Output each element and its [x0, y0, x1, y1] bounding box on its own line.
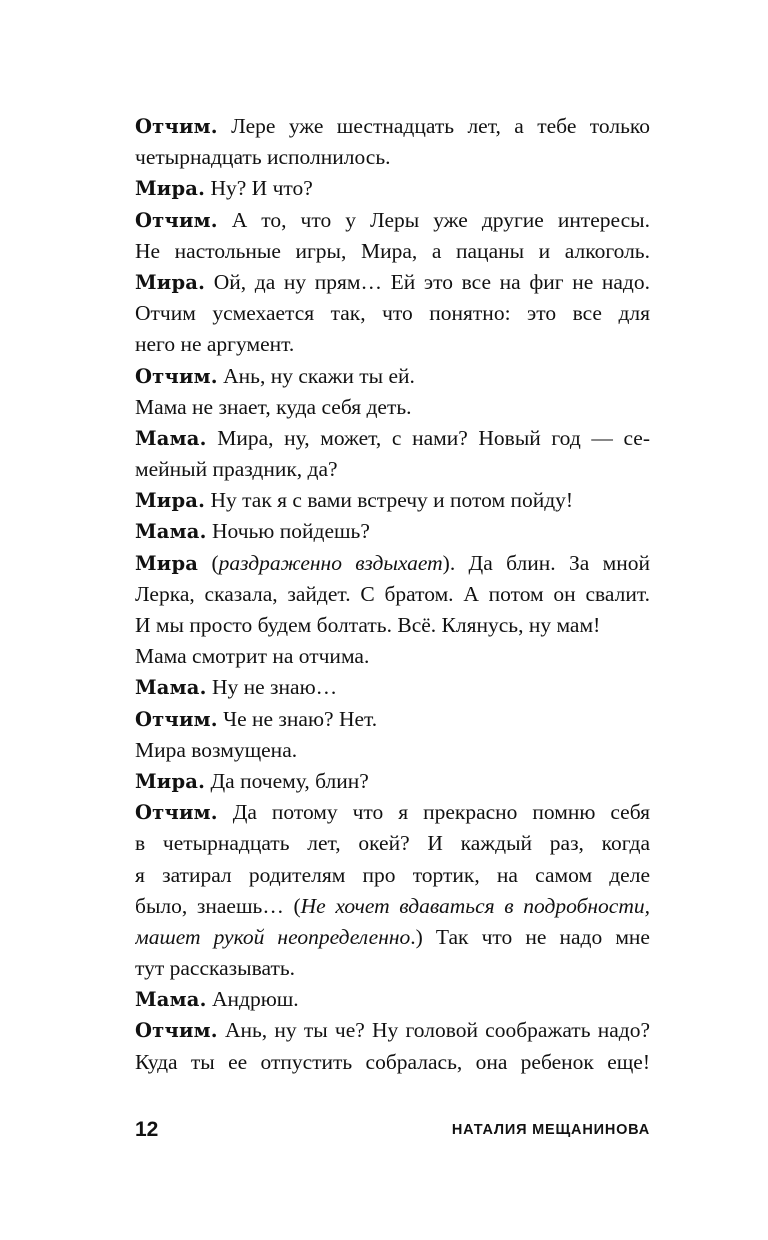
speaker-name: Мама.: [135, 988, 207, 1012]
line-text: Ну так я с вами встречу и потом пойду!: [205, 488, 574, 513]
stage-direction: раздраженно вздыхает: [218, 550, 443, 575]
text-line: [135, 454, 650, 485]
speaker-name: Мира.: [135, 177, 206, 201]
text-line: [135, 361, 650, 392]
text-line: [135, 111, 650, 142]
speaker-name: Отчим.: [135, 364, 218, 388]
text-line: [135, 735, 650, 766]
line-text: Ой, да ну прям… Ей это все на фиг не надо.: [205, 269, 650, 294]
text-line: [135, 672, 650, 703]
text-line: [135, 610, 650, 641]
line-text: Андрюш.: [206, 987, 299, 1012]
text-line: [135, 173, 650, 204]
line-text: Ночью пойдешь?: [206, 519, 370, 544]
stage-direction: машет рукой неопределенно: [135, 924, 411, 949]
line-text: него не аргумент.: [135, 332, 295, 357]
speaker-name: Мама.: [135, 520, 207, 544]
text-line: [135, 984, 650, 1015]
speaker-name: Отчим.: [135, 115, 218, 138]
text-line: [135, 205, 650, 236]
text-line: [135, 236, 650, 267]
line-text: Да почему, блин?: [205, 768, 369, 793]
text-line: [135, 1015, 650, 1046]
text-line: [135, 797, 650, 828]
speaker-name: Мира: [135, 551, 199, 575]
text-line: [135, 329, 650, 360]
stage-direction: Не хочет вдаваться в подробности,: [300, 893, 650, 918]
speaker-name: Мира.: [135, 270, 206, 294]
text-line: [135, 548, 650, 579]
text-line: [135, 423, 650, 454]
text-line: [135, 891, 650, 922]
line-text: Куда ты ее отпустить собралась, она ребенок еще!: [135, 1049, 650, 1074]
line-text: А то, что у Леры уже другие интересы.: [217, 207, 650, 232]
line-text: было, знаешь… (: [135, 893, 301, 918]
running-head-author: НАТАЛИЯ МЕЩАНИНОВА: [451, 1122, 650, 1138]
text-line: [135, 485, 650, 516]
line-text: Ань, ну ты че? Ну головой соображать надо?: [217, 1018, 650, 1043]
text-line: [135, 267, 650, 298]
line-text: тут рассказывать.: [135, 956, 296, 981]
text-line: [135, 828, 650, 859]
speaker-name: Отчим.: [135, 801, 218, 825]
line-text: ). Да блин. За мной: [442, 550, 650, 575]
line-text: Не настольные игры, Мира, а пацаны и алкоголь.: [135, 238, 650, 263]
line-text: Ну не знаю…: [206, 675, 338, 700]
speaker-name: Отчим.: [135, 1019, 218, 1043]
text-line: [135, 579, 650, 610]
line-text: Лерка, сказала, зайдет. С братом. А потом он свалит.: [135, 581, 650, 606]
text-line: [135, 704, 650, 735]
speaker-name: Отчим.: [135, 707, 218, 731]
text-line: [135, 922, 650, 953]
text-line: [135, 860, 650, 891]
line-text: Мира, ну, может, с нами? Новый год — се-: [206, 425, 650, 450]
text-line: [135, 641, 650, 672]
line-text: Мама не знает, куда себя деть.: [135, 394, 412, 419]
line-text: .) Так что не надо мне: [410, 924, 650, 949]
page-footer: [135, 1118, 650, 1148]
text-line: [135, 953, 650, 984]
text-line: [135, 142, 650, 173]
line-text: Лере уже шестнадцать лет, а тебе только: [217, 114, 650, 138]
speaker-name: Отчим.: [135, 208, 218, 232]
line-text: Да потому что я прекрасно помню себя: [217, 800, 650, 825]
page-number: 12: [135, 1118, 159, 1141]
line-text: Ну? И что?: [205, 176, 313, 201]
speaker-name: Мира.: [135, 489, 206, 513]
speaker-name: Мама.: [135, 426, 207, 450]
line-text: (: [198, 550, 219, 575]
text-line: [135, 1047, 650, 1078]
line-text: я затирал родителям про тортик, на самом деле: [135, 862, 650, 887]
line-text: Че не знаю? Нет.: [217, 706, 378, 731]
text-line: [135, 766, 650, 797]
text-line: [135, 516, 650, 547]
text-line: [135, 392, 650, 423]
line-text: Ань, ну скажи ты ей.: [217, 363, 415, 388]
text-line: [135, 298, 650, 329]
line-text: в четырнадцать лет, окей? И каждый раз, когда: [135, 831, 650, 856]
line-text: Отчим усмехается так, что понятно: это все для: [135, 301, 650, 326]
dialogue-text: [135, 111, 650, 1078]
speaker-name: Мама.: [135, 676, 207, 700]
line-text: Мама смотрит на отчима.: [135, 644, 370, 669]
speaker-name: Мира.: [135, 769, 206, 793]
line-text: Мира возмущена.: [135, 737, 298, 762]
line-text: мейный праздник, да?: [135, 457, 338, 482]
line-text: четырнадцать исполнилось.: [135, 145, 391, 170]
line-text: И мы просто будем болтать. Всё. Клянусь, ну мам!: [135, 613, 601, 637]
